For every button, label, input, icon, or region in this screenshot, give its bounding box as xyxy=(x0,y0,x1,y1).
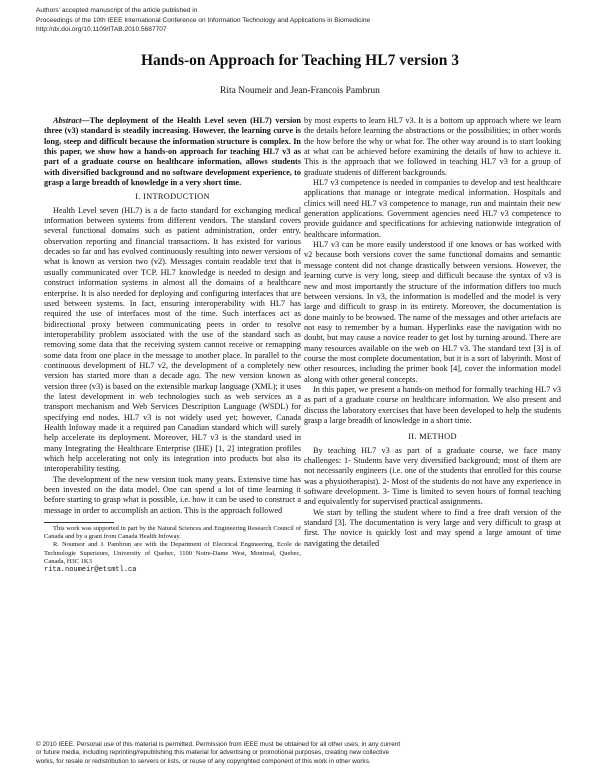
left-column xyxy=(44,116,301,574)
header-doi-link[interactable]: http://dx.doi.org/10.1109/ITAB.2010.5687707 xyxy=(36,26,167,34)
intro-paragraph-1: Health Level seven (HL7) is a de facto standard for exchanging medical information between systems from different vendors. The standard covers several functional domains such as patient administration, order entry, observation reporting and financial transactions. It has existed for various decades so far and has evolved continuously resulting into newer versions of what is known as version two (v2). Messages contain readable text that is usually communicated over TCP. HL7 knowledge is needed to design and construct information systems in almost all the domains of a healthcare enterprise. It is also needed for deploying and configuring interfaces that are used between systems. In fact, ensuring interoperability with HL7 has required the use of interfaces most of the time. Such interfaces act as bidirectional proxy between communicating peers in order to resolve interoperability problem associated with the use of the standard such as removing some data that the receiving system cannot receive or remapping some data from one place in the message to another place. In parallel to the continuous development of HL7 v2, the development of a completely new version has started more than a decade ago. The new version known as version three (v3) is based on the extensible markup language (XML); it uses the latest development in web technologies such as web services as a transport mechanism and Web Services Description Language (WSDL) for specifying end nodes. HL7 v3 is not widely used yet; however, Canada Health Infoway made it a required pan Canadian standard which will surely help accelerate its deployment. Moreover, HL7 v3 is the standard used in many Integrating the Healthcare Enterprise (IHE) [1, 2] integration profiles which help accelerating not only its integration into products but also its interoperability testing. xyxy=(44,205,301,474)
abstract xyxy=(44,116,301,188)
intro-paragraph-4: HL7 v3 competence is needed in companies to develop and test healthcare applications that manage or integrate medical information. Hospitals and clinics will need HL7 v3 competence to manage, run and maintain their new generation applications. Government agencies need HL7 v3 competence to provide guidance and specifications for achieving nationwide integration of healthcare information. xyxy=(304,178,561,239)
section-heading-method: II. METHOD xyxy=(408,432,457,442)
paper-authors: Rita Noumeir and Jean-Francois Pambrun xyxy=(220,86,380,96)
copyright-notice xyxy=(36,741,581,766)
abstract-text: —The deployment of the Health Level seven (HL7) version three (v3) standard is steadily increasing. However, the learning curve is long, steep and difficult because the information structure is complex. In this paper, we show how a hands-on approach for teaching HL7 v3 as part of a graduate course on healthcare information, allows students with diversified background and no software development experience, to grasp a large breadth of knowledge in a very short time. xyxy=(44,116,301,188)
copyright-line-1: © 2010 IEEE. Personal use of this material is permitted. Permission from IEEE must be obtained for all other uses, in any current xyxy=(36,741,401,748)
intro-paragraph-2: The development of the new version took many years. Extensive time has been invested on the data model. One can spend a lot of time learning it before starting to grasp what is possible, i.e. how it can be used to construct a message in order to accomplish an action. This is the approach followed xyxy=(44,474,301,515)
copyright-line-3: works, for resale or redistribution to servers or lists, or reuse of any copyrighted component of this work in other works. xyxy=(36,757,371,765)
publication-header xyxy=(36,6,576,35)
footnote-affiliation: R. Noumeir and J. Pambrun are with the Department of Electrical Engineering, Ecole de Technologie Superieure, University of Quebec, 1100 Notre-Dame West, Montreal, Quebec, Canada, H3C 1K3 xyxy=(44,541,301,565)
intro-paragraph-3: by most experts to learn HL7 v3. It is a bottom up approach where we learn the details before learning the abstractions or the possibilities; in other words the how before the why or what for. The other way around is to start looking at what can be achieved before examining the details of how to achieve it. This is the approach that we followed in teaching HL7 v3 for a group of graduate students of different backgrounds. xyxy=(304,116,561,177)
right-column xyxy=(304,116,561,549)
method-paragraph-2: We start by telling the student where to find a free draft version of the standard [3]. The documentation is very large and very difficult to grasp at first. The novice is quickly lost and may spend a large amount of time navigating the detailed xyxy=(304,507,561,548)
author-email[interactable]: rita.noumeir@etsmtl.ca xyxy=(44,566,137,575)
header-line-2: Proceedings of the 10th IEEE International Conference on Information Technology and Applications in Biomedicine xyxy=(36,16,371,24)
footnote-divider xyxy=(44,522,114,523)
method-paragraph-1: By teaching HL7 v3 as part of a graduate course, we face many challenges: 1- Students have very diversified background; most of them are not necessarily engineers (i.e. one of the students that enrolled for this course was a physiotherapist). 2- Most of the students do not have any experience in software development. 3- Time is limited to seven hours of formal teaching and equivalently for supervised practical assignments. xyxy=(304,445,561,507)
abstract-label: Abstract xyxy=(53,116,82,125)
header-line-1: Authors' accepted manuscript of the article published in xyxy=(36,7,198,14)
paper-title: Hands-on Approach for Teaching HL7 version 3 xyxy=(140,52,460,69)
section-heading-introduction: I. INTRODUCTION xyxy=(135,192,210,202)
intro-paragraph-5: HL7 v3 can be more easily understood if one knows or has worked with v2 because both versions cover the same functional domains and semantic message content did not change drastically between versions. However, the learning curve is very long, steep and difficult because the syntax of v3 is new and most importantly the structure of the information differs too much between versions. In v3, the information is modelled and the model is very large and difficult to grasp in its entirety. Moreover, the documentation is done mainly to be browsed. The name of the messages and other artefacts are not easy to remember by a human. Hyperlinks ease the navigation with no doubt, but may cause a novice reader to get lost by turning around. There are many resources available on the web on HL7 v3. The standard text [3] is of course the most complete documentation, but it is a sort of labyrinth. Most of other resources, including the primer book [4], cover the information model along with other general concepts. xyxy=(304,240,561,384)
footnotes xyxy=(44,525,301,574)
intro-paragraph-6: In this paper, we present a hands-on method for formally teaching HL7 v3 as part of a graduate course on healthcare information. We also present and discuss the laboratory exercises that have been developed to help the students grasp a large breadth of knowledge in a short time. xyxy=(304,384,561,425)
copyright-line-2: or future media, including reprinting/republishing this material for advertising or promotional purposes, creating new collective xyxy=(36,749,390,757)
footnote-funding: This work was supported in part by the Natural Sciences and Engineering Research Council of Canada and by a grant from Canada Health Infoway. xyxy=(44,525,301,541)
